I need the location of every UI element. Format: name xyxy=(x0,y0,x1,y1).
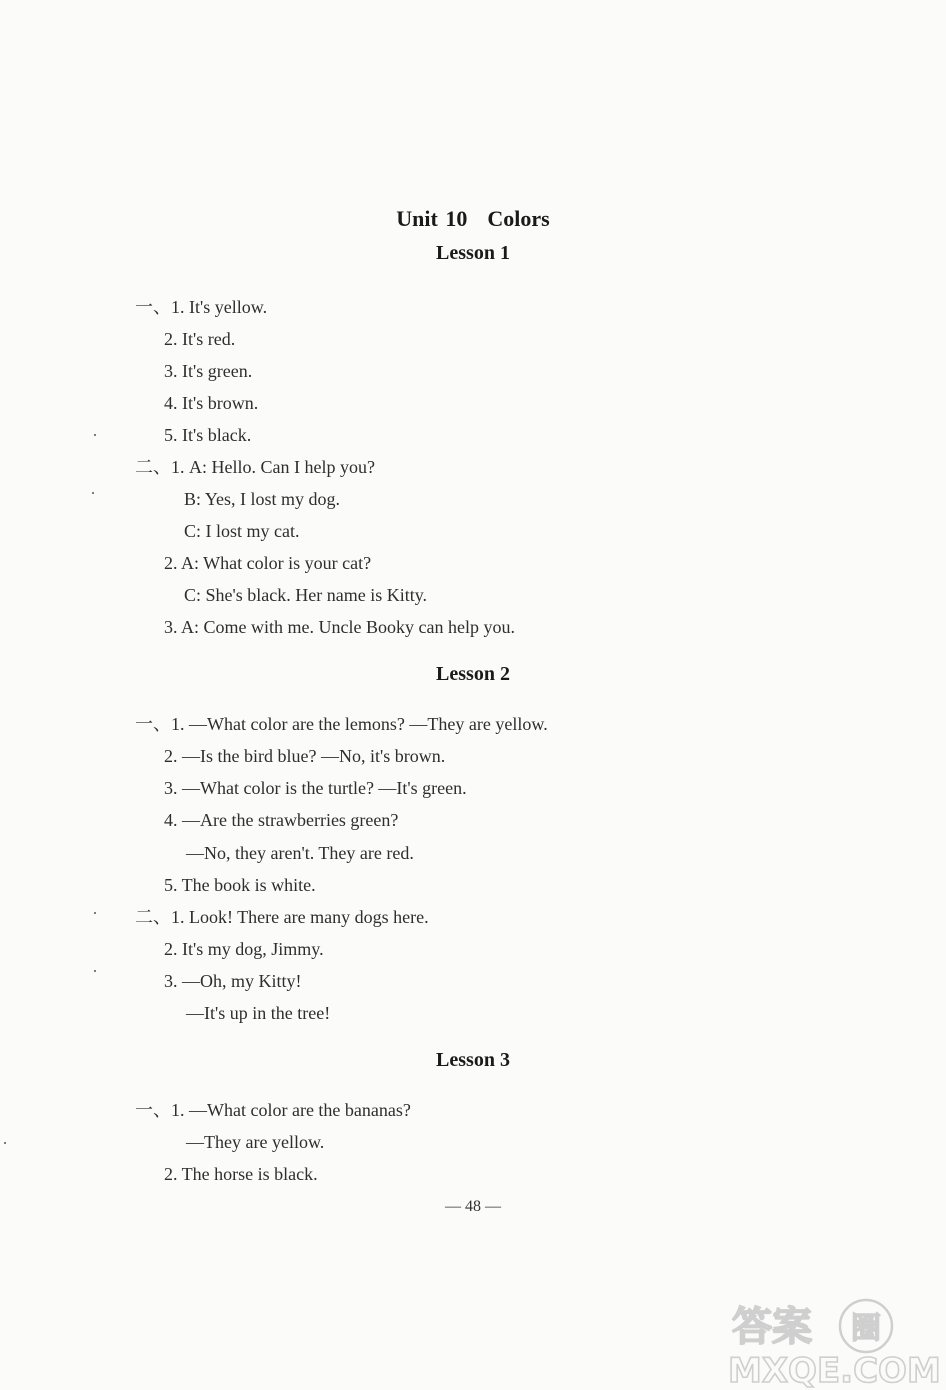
answer-line: 5. The book is white. xyxy=(164,875,316,895)
answer-line: 2. —Is the bird blue? —No, it's brown. xyxy=(164,746,446,766)
scan-speck xyxy=(92,492,94,494)
answer-line: 3. A: Come with me. Uncle Booky can help you. xyxy=(164,617,515,637)
lesson-title-1: Lesson 1 xyxy=(436,242,510,264)
answer-line: 2. The horse is black. xyxy=(164,1164,318,1184)
scan-speck xyxy=(4,1142,6,1144)
unit-number: Unit 10 xyxy=(396,206,468,231)
answer-line: 2. A: What color is your cat? xyxy=(164,553,372,573)
answer-line: 4. —Are the strawberries green? xyxy=(164,810,399,830)
answer-line: 3. It's green. xyxy=(164,361,253,381)
answer-line: C: I lost my cat. xyxy=(184,521,300,541)
scan-speck xyxy=(94,970,96,972)
svg-text:圈: 圈 xyxy=(851,1311,881,1346)
lesson-title-2: Lesson 2 xyxy=(436,663,510,685)
answer-line: 一、1. —What color are the lemons? —They are yellow. xyxy=(135,714,548,734)
lesson-title-3: Lesson 3 xyxy=(436,1049,510,1071)
answer-line: 二、1. A: Hello. Can I help you? xyxy=(135,457,375,477)
answer-line: 4. It's brown. xyxy=(164,393,259,413)
svg-text:答案: 答案 xyxy=(732,1304,812,1350)
svg-text:MXQE.COM: MXQE.COM xyxy=(728,1351,941,1390)
page-number: — 48 — xyxy=(445,1198,501,1215)
answer-line: —They are yellow. xyxy=(186,1132,325,1152)
answer-line: 一、1. It's yellow. xyxy=(135,297,268,317)
answer-line: B: Yes, I lost my dog. xyxy=(184,489,341,509)
answer-line: 5. It's black. xyxy=(164,425,252,445)
scan-speck xyxy=(94,912,96,914)
answer-line: C: She's black. Her name is Kitty. xyxy=(184,585,428,605)
answer-line: 2. It's red. xyxy=(164,329,236,349)
answer-line: 3. —Oh, my Kitty! xyxy=(164,971,302,991)
answer-line: 二、1. Look! There are many dogs here. xyxy=(135,907,429,927)
answer-line: 一、1. —What color are the bananas? xyxy=(135,1100,411,1120)
answer-line: —No, they aren't. They are red. xyxy=(186,843,414,863)
unit-name: Colors xyxy=(487,206,550,231)
answer-line: 3. —What color is the turtle? —It's green. xyxy=(164,778,467,798)
answer-line: —It's up in the tree! xyxy=(186,1003,331,1023)
scan-speck xyxy=(94,434,96,436)
answer-line: 2. It's my dog, Jimmy. xyxy=(164,939,324,959)
watermark-logo xyxy=(726,1296,941,1390)
unit-title xyxy=(0,206,946,232)
